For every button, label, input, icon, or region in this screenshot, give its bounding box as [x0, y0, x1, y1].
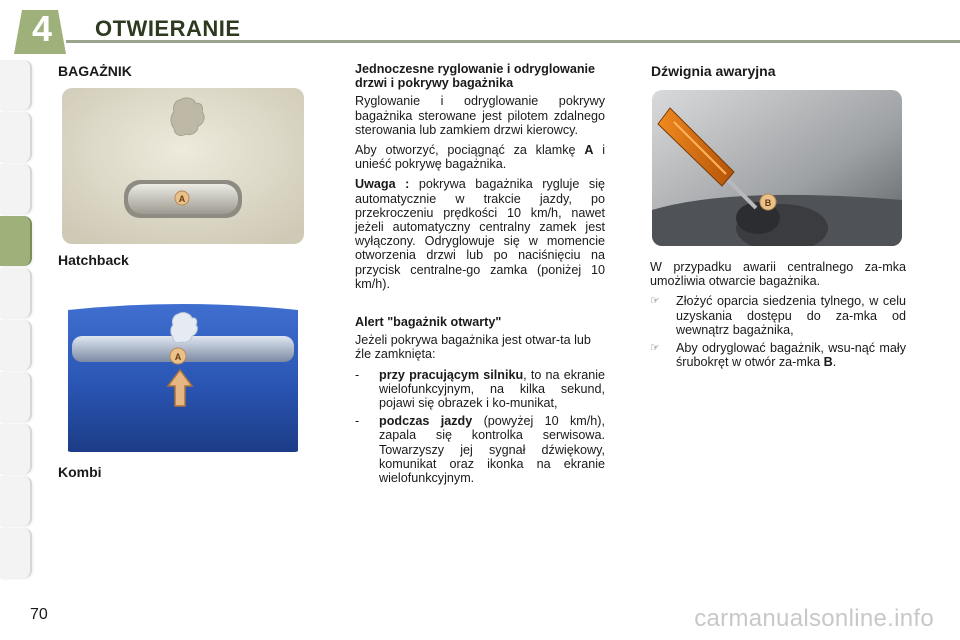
trunk-handle-label: A	[178, 194, 186, 204]
list-item	[355, 414, 605, 485]
lever-label: B	[764, 198, 772, 208]
kombi-handle-label: A	[174, 352, 182, 362]
alert-while-driving	[379, 414, 605, 485]
side-tab-6[interactable]	[0, 320, 32, 370]
trunk-open-alert-heading: Alert "bagażnik otwarty"	[355, 315, 502, 330]
page-number: 70	[30, 606, 48, 623]
lock-reference-b: B	[823, 355, 833, 370]
emergency-lever-intro: W przypadku awarii centralnego za-mka umożliwia otwarcie bagażnika.	[650, 260, 906, 289]
alert-engine-running-label: przy pracującym silniku	[379, 367, 524, 382]
step-fold-seats: Złożyć oparcia siedzenia tylnego, w celu uzyskania dostępu do za-mka od wewnątrz bagażnika,	[676, 294, 906, 337]
column-emergency-lever	[650, 260, 906, 373]
alert-conditions-list	[355, 368, 605, 486]
list-dash-mark: -	[355, 367, 360, 382]
side-tab-3[interactable]	[0, 164, 32, 214]
opening-instruction-text-end: i unieść pokrywę bagażnika.	[355, 143, 605, 172]
pointing-hand-icon: ☞	[650, 295, 660, 308]
section-heading-bagaznik: BAGAŻNIK	[58, 63, 132, 79]
side-tab-9[interactable]	[0, 476, 32, 526]
alert-while-driving-label: podczas jazdy	[379, 414, 473, 429]
section-heading-kombi: Kombi	[58, 464, 102, 480]
list-item	[355, 368, 605, 411]
alert-while-driving-text: (powyżej 10 km/h), zapala się kontrolka serwisowa. Towarzyszy jej sygnał dźwiękowy, komunikat oraz ikonka na ekranie wielofunkcyjnym.	[379, 414, 605, 486]
chapter-number: 4	[31, 8, 53, 49]
trunk-handle-illustration	[62, 88, 304, 244]
side-tab-2[interactable]	[0, 112, 32, 162]
side-tab-10[interactable]	[0, 528, 32, 578]
watermark: carmanualsonline.info	[694, 605, 934, 632]
trunk-open-alert-intro: Jeżeli pokrywa bagażnika jest otwar-ta lub źle zamknięta:	[355, 333, 591, 362]
auto-locking-note	[355, 177, 605, 291]
list-item	[650, 341, 906, 369]
chapter-side-tabs	[0, 60, 34, 580]
step-insert-screwdriver-text: Aby odryglować bagażnik, wsu-nąć mały śrubokręt w otwór za-mka	[676, 341, 906, 370]
central-locking-heading: Jednoczesne ryglowanie i odryglowanie drzwi i pokrywy bagażnika	[355, 62, 596, 91]
column-central-locking	[355, 58, 605, 489]
side-tab-7[interactable]	[0, 372, 32, 422]
note-label: Uwaga :	[355, 177, 410, 192]
section-heading-emergency-lever: Dźwignia awaryjna	[651, 63, 776, 79]
opening-instruction-text: Aby otworzyć, pociągnąć za klamkę	[355, 143, 576, 158]
alert-engine-running-text: , to na ekranie wielofunkcyjnym, na kilka sekund, pojawi się obrazek i ko-munikat,	[379, 367, 606, 411]
note-text: pokrywa bagażnika rygluje się automatycznie w trakcie jazdy, po przekroczeniu prędkości 10 km/h, nawet jeżeli automatyczny centralny zamek jest wyłączony. Odryglowuje się w momencie otworzenia drzwi lub po naciśnięciu na przycisk centralne-go zamka (poniżej 10 km/h).	[355, 177, 605, 291]
pointing-hand-icon: ☞	[650, 342, 660, 355]
kombi-tailgate-image	[62, 300, 304, 452]
handle-reference-a: A	[584, 143, 594, 158]
step-end-punctuation: .	[832, 355, 837, 370]
emergency-steps-list	[650, 294, 906, 369]
side-tab-5[interactable]	[0, 268, 32, 318]
section-heading-hatchback: Hatchback	[58, 252, 129, 268]
central-locking-paragraph: Ryglowanie i odryglowanie pokrywy bagażnika sterowane jest pilotem zdalnego sterowania lub zamkiem drzwi kierowcy.	[355, 94, 605, 137]
list-dash-mark: -	[355, 414, 360, 429]
alert-engine-running	[379, 368, 605, 411]
trunk-handle-image	[62, 88, 304, 244]
page-title: OTWIERANIE	[95, 16, 241, 41]
side-tab-1[interactable]	[0, 60, 32, 110]
side-tab-4-active[interactable]	[0, 216, 32, 266]
step-insert-screwdriver	[676, 341, 906, 369]
opening-instruction	[355, 143, 605, 171]
emergency-lever-illustration	[652, 90, 902, 246]
kombi-tailgate-illustration	[62, 300, 304, 452]
side-tab-8[interactable]	[0, 424, 32, 474]
list-item	[650, 294, 906, 337]
emergency-lever-image	[652, 90, 902, 246]
